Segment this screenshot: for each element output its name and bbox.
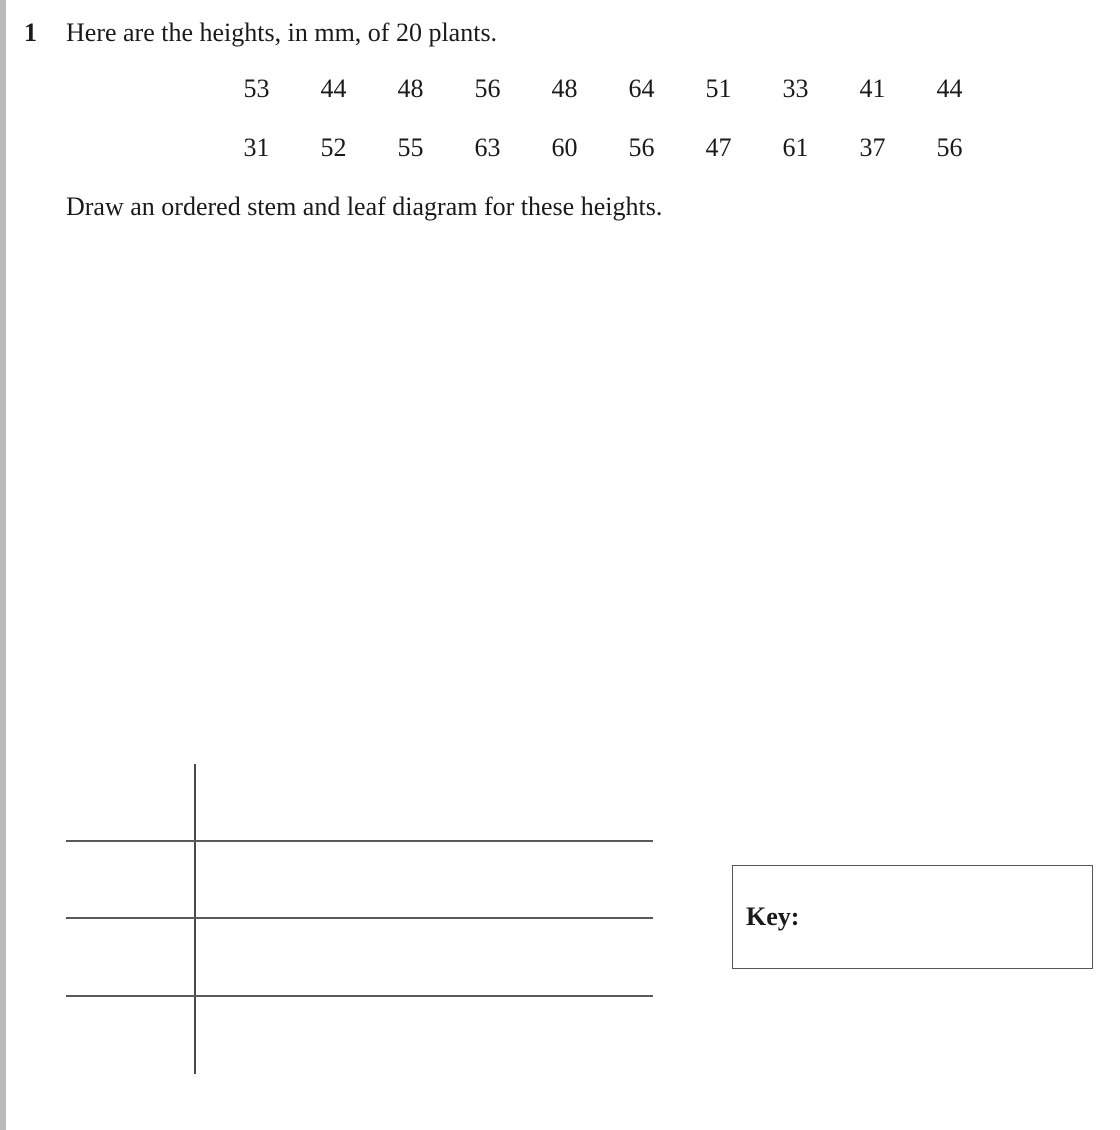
height-value: 64 [628,74,655,103]
height-value: 44 [936,74,963,103]
height-value: 55 [397,133,424,162]
stem-divider-line [194,764,196,1074]
question-number: 1 [24,18,37,47]
row-line [66,840,653,842]
height-value: 60 [551,133,578,162]
height-value: 33 [782,74,809,103]
key-label: Key: [746,902,800,931]
height-value: 56 [628,133,655,162]
key-box[interactable] [732,865,1093,969]
height-value: 31 [243,133,270,162]
height-value: 53 [243,74,270,103]
height-value: 56 [474,74,501,103]
height-value: 48 [551,74,578,103]
height-value: 51 [705,74,732,103]
height-value: 63 [474,133,501,162]
height-value: 52 [320,133,347,162]
question-intro: Here are the heights, in mm, of 20 plants. [66,18,498,47]
question-instruction: Draw an ordered stem and leaf diagram for these heights. [66,192,663,221]
height-value: 44 [320,74,347,103]
height-value: 37 [859,133,886,162]
height-value: 47 [705,133,732,162]
height-value: 61 [782,133,809,162]
height-value: 48 [397,74,424,103]
row-line [66,917,653,919]
row-line [66,995,653,997]
page-margin-rule [0,0,6,1130]
height-value: 41 [859,74,886,103]
height-value: 56 [936,133,963,162]
